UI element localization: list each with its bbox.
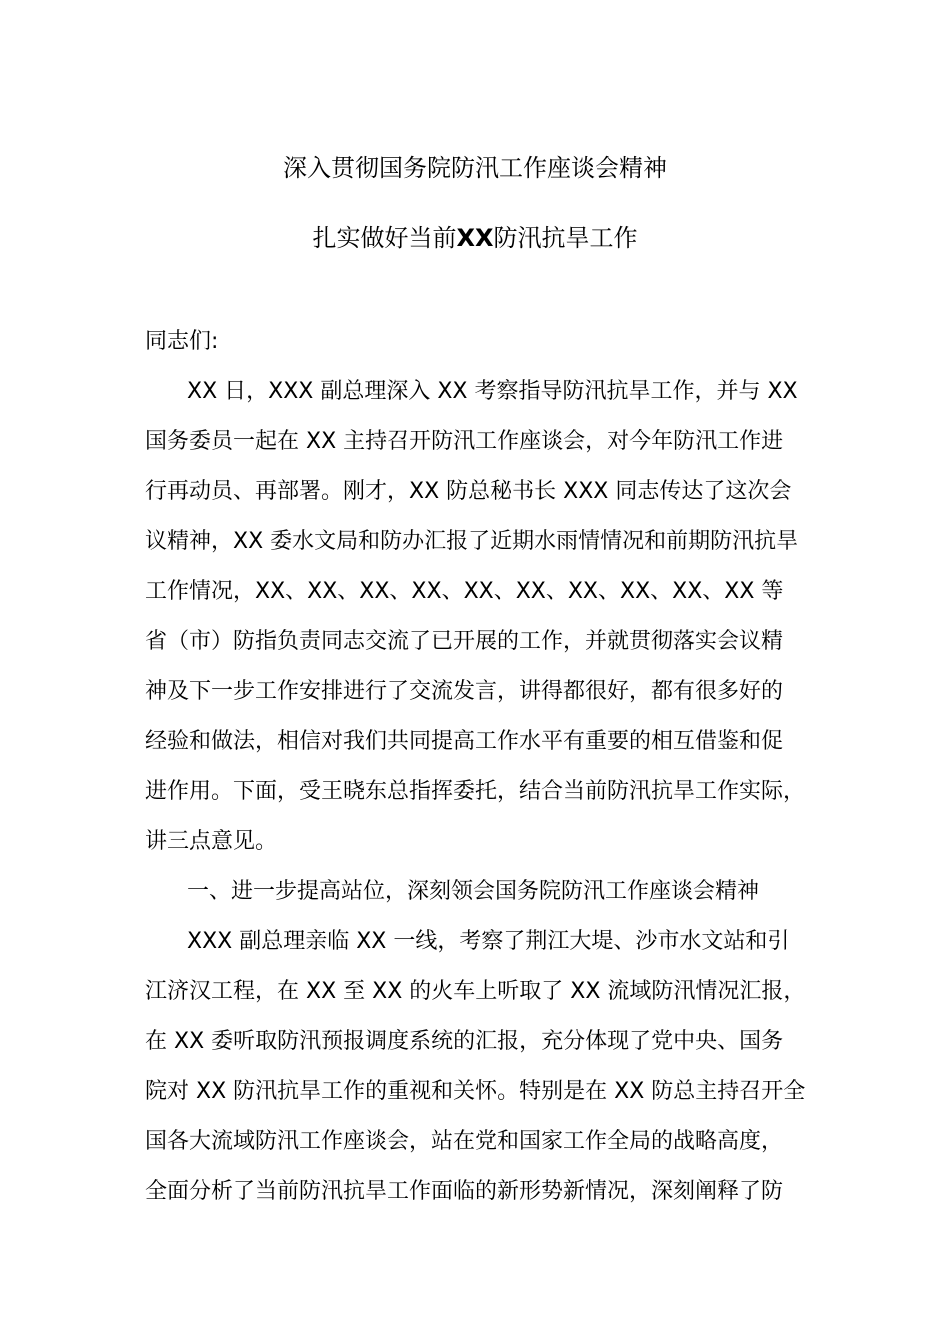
paragraph-1-line: 行再动员、再部署。刚才，XX 防总秘书长 XXX 同志传达了这次会 (145, 479, 792, 504)
salutation: 同志们: (145, 329, 219, 354)
paragraph-1-line: XX 日，XXX 副总理深入 XX 考察指导防汛抗旱工作，并与 XX (187, 379, 798, 404)
paragraph-2-line: XXX 副总理亲临 XX 一线，考察了荆江大堤、沙市水文站和引 (187, 929, 790, 954)
paragraph-1-line: 国务委员一起在 XX 主持召开防汛工作座谈会，对今年防汛工作进 (145, 429, 784, 454)
paragraph-2-line: 院对 XX 防汛抗旱工作的重视和关怀。特别是在 XX 防总主持召开全 (145, 1079, 806, 1104)
section-heading-1: 一、进一步提高站位，深刻领会国务院防汛工作座谈会精神 (187, 879, 760, 904)
paragraph-2-line: 在 XX 委听取防汛预报调度系统的汇报，充分体现了党中央、国务 (145, 1029, 784, 1054)
paragraph-1-line: 进作用。下面，受王晓东总指挥委托，结合当前防汛抗旱工作实际， (145, 779, 806, 804)
paragraph-2-line: 江济汉工程，在 XX 至 XX 的火车上听取了 XX 流域防汛情况汇报， (145, 979, 806, 1004)
paragraph-2-line: 国各大流域防汛工作座谈会，站在党和国家工作全局的战略高度， (145, 1129, 784, 1154)
title-line-2-prefix: 扎实做好当前 (312, 224, 457, 252)
paragraph-1-line: 工作情况，XX、XX、XX、XX、XX、XX、XX、XX、XX、XX 等 (145, 579, 784, 604)
paragraph-2-line: 全面分析了当前防汛抗旱工作面临的新形势新情况，深刻阐释了防 (145, 1179, 784, 1204)
document-title-line-2 (0, 223, 950, 253)
paragraph-1-line: 省（市）防指负责同志交流了已开展的工作，并就贯彻落实会议精 (145, 629, 784, 654)
title-line-2-bold: XX (456, 224, 494, 252)
paragraph-1-line: 经验和做法，相信对我们共同提高工作水平有重要的相互借鉴和促 (145, 729, 784, 754)
paragraph-1-line: 议精神，XX 委水文局和防办汇报了近期水雨情情况和前期防汛抗旱 (145, 529, 799, 554)
paragraph-1-line: 神及下一步工作安排进行了交流发言，讲得都很好，都有很多好的 (145, 679, 784, 704)
title-line-2-suffix: 防汛抗旱工作 (493, 224, 638, 252)
paragraph-1-line: 讲三点意见。 (145, 829, 278, 854)
document-title-line-1: 深入贯彻国务院防汛工作座谈会精神 (283, 154, 667, 182)
